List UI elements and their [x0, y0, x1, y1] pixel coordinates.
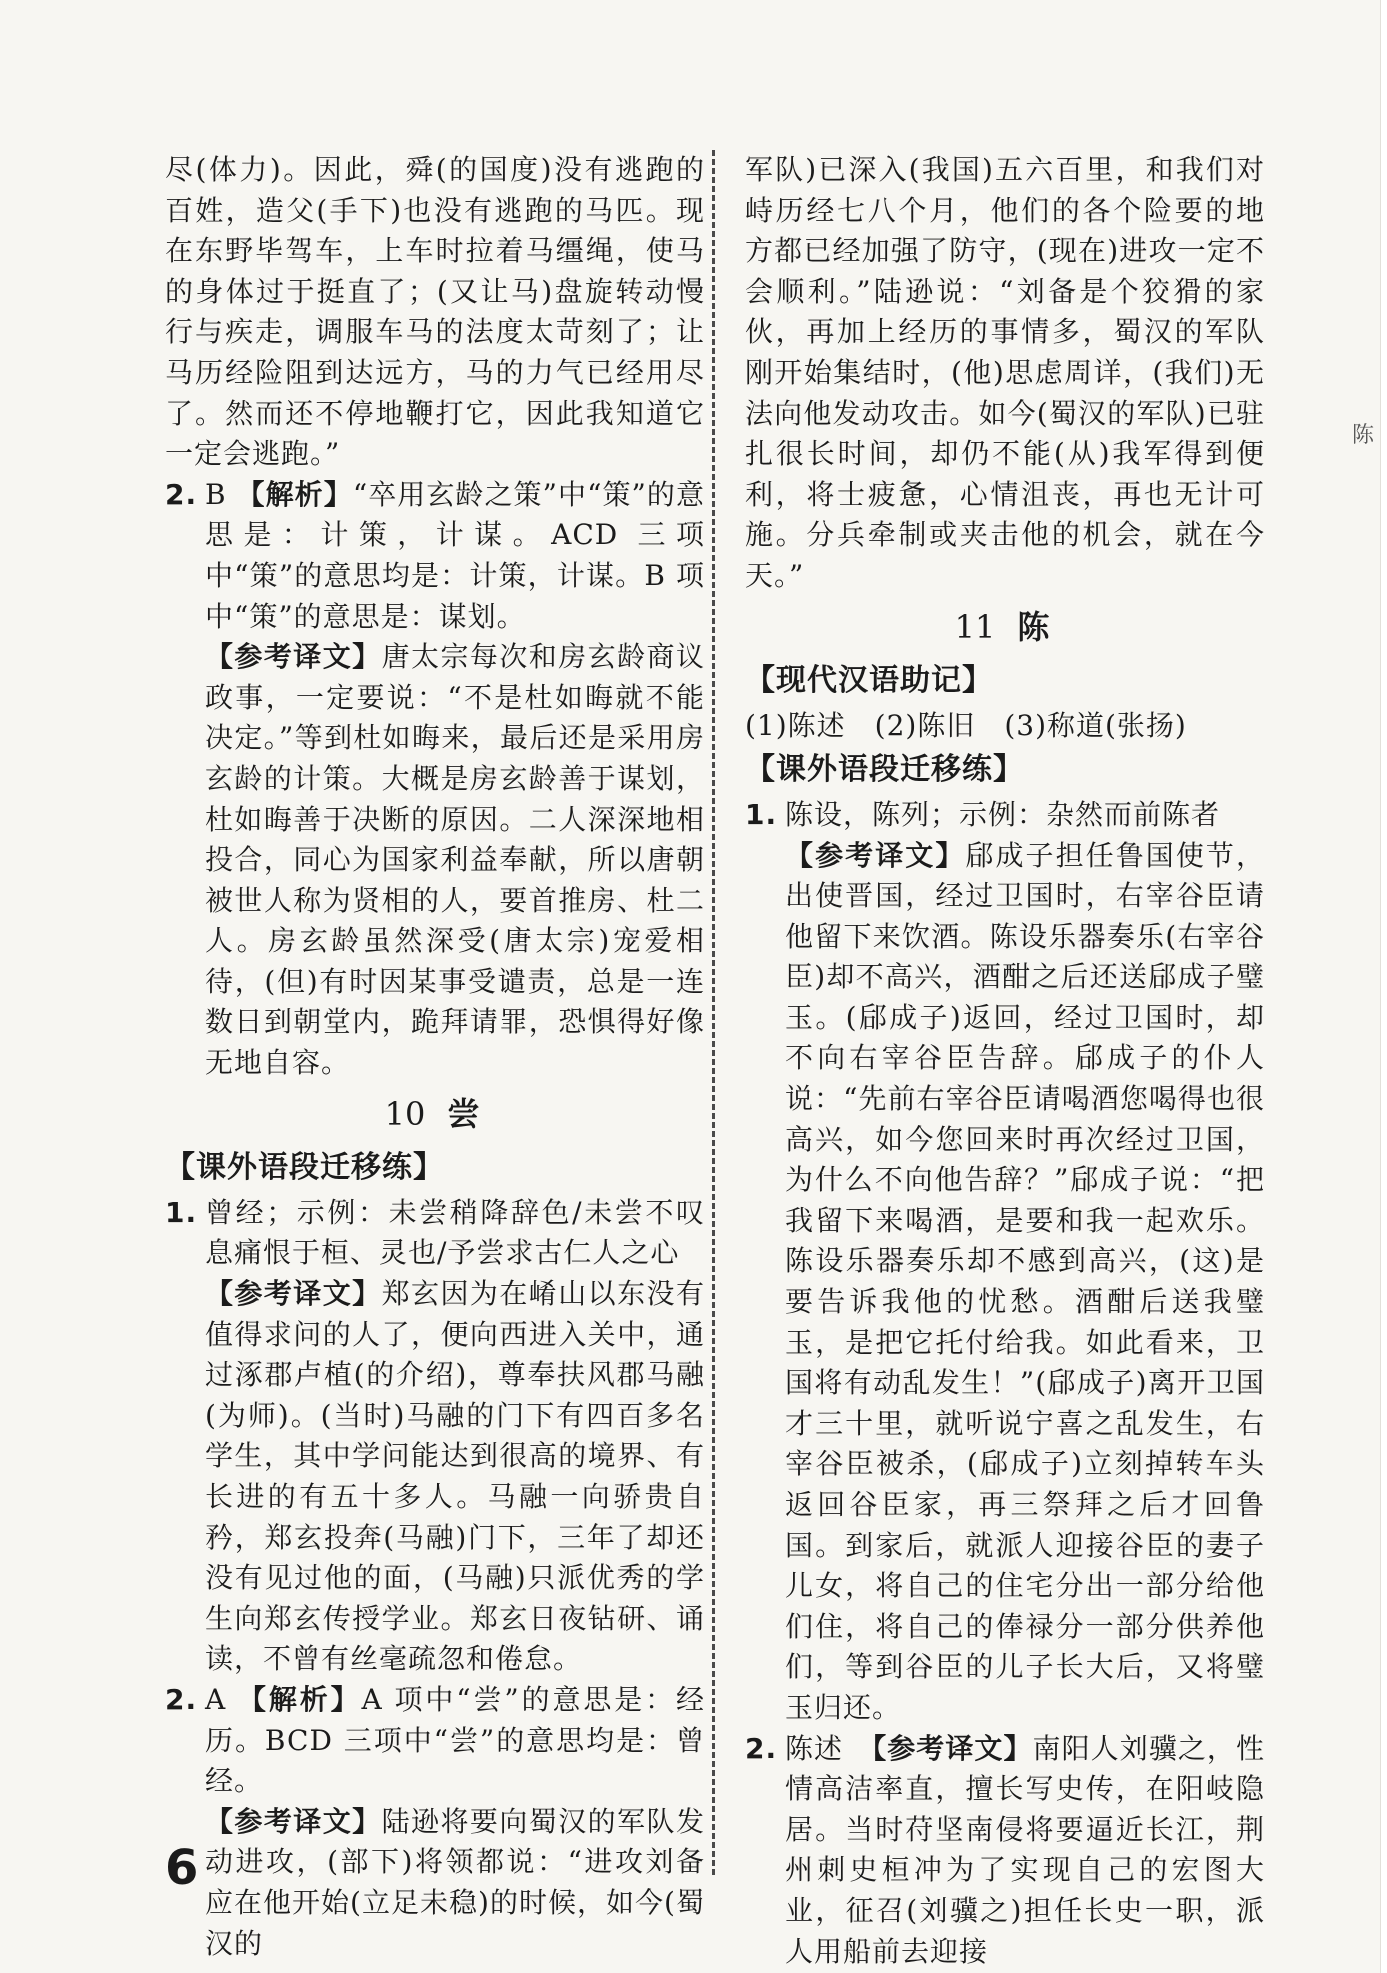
- answer-text: 陈设，陈列；示例：杂然而前陈者: [785, 797, 1221, 831]
- question-2-answer: [165, 475, 705, 637]
- lesson11-question-2: [745, 1729, 1265, 1973]
- section-heading: 【课外语段迁移练】: [165, 1150, 444, 1186]
- right-column: [745, 150, 1265, 1972]
- reference-text: 郈成子担任鲁国使节，出使晋国，经过卫国时，右宰谷臣请他留下来饮酒。陈设乐器奏乐(右宰谷臣)却不高兴，酒酣之后还送郈成子璧玉。(郈成子)返回，经过卫国时，却不向右宰谷臣告辞。郈成子的仆人说：“先前右宰谷臣请喝酒您喝得也很高兴，如今您回来时再次经过卫国，为什么不向他告辞？”郈成子说：“把我留下来喝酒，是要和我一起欢乐。陈设乐器奏乐却不感到高兴，(这)是要告诉我他的忧愁。酒酣后送我璧玉，是把它托付给我。如此看来，卫国将有动乱发生！”(郈成子)离开卫国才三十里，就听说宁喜之乱发生，右宰谷臣被杀，(郈成子)立刻掉转车头返回谷臣家，再三祭拜之后才回鲁国。到家后，就派人迎接谷臣的妻子儿女，将自己的住宅分出一部分给他们住，将自己的俸禄分一部分供养他们，等到谷臣的儿子长大后，又将璧玉归还。: [785, 838, 1265, 1724]
- question-number: 1.: [165, 1195, 198, 1229]
- analysis-text: “卒用玄龄之策”中“策”的意思是：计策，计谋。ACD 三项中“策”的意思均是：计策，计谋。B 项中“策”的意思是：谋划。: [205, 477, 705, 633]
- question-number: 2.: [165, 477, 198, 511]
- left-continuation-text: 尽(体力)。因此，舜(的国度)没有逃跑的百姓，造父(手下)也没有逃跑的马匹。现在东野毕驾车，上车时拉着马缰绳，使马的身体过于挺直了；(又让马)盘旋转动慢行与疾走，调服车马的法度太苛刻了；让马历经险阻到达远方，马的力气已经用尽了。然而还不停地鞭打它，因此我知道它一定会逃跑。”: [165, 153, 705, 471]
- answer-text: 陈述: [785, 1731, 873, 1765]
- right-continuation-text: 军队)已深入(我国)五六百里，和我们对峙历经七八个月，他们的各个险要的地方都已经加强了防守，(现在)进攻一定不会顺利。”陆逊说：“刘备是个狡猾的家伙，再加上经历的事情多，蜀汉的军队刚开始集结时，(他)思虑周详，(我们)无法向他发动攻击。如今(蜀汉的军队)已驻扎很长时间，却仍不能(从)我军得到便利，将士疲惫，心情沮丧，再也无计可施。分兵牵制或夹击他的机会，就在今天。”: [745, 153, 1265, 592]
- lesson-number: 11: [954, 607, 996, 646]
- answer-choice: A: [205, 1682, 239, 1716]
- side-margin-mark: 陈: [1352, 423, 1375, 448]
- reference-text: 郑玄因为在崤山以东没有值得求问的人了，便向西进入关中，通过涿郡卢植(的介绍)，尊奉扶风郡马融(为师)。(当时)马融的门下有四百多名学生，其中学问能达到很高的境界、有长进的有五十多人。马融一向骄贵自矜，郑玄投奔(马融)门下，三年了却还没有见过他的面，(马融)只派优秀的学生向郑玄传授学业。郑玄日夜钻研、诵读，不曾有丝毫疏忽和倦怠。: [205, 1277, 705, 1676]
- reference-translation: [745, 836, 1265, 1729]
- analysis-tag: 【解析】: [236, 477, 353, 511]
- reference-tag: 【参考译文】: [872, 1731, 1033, 1765]
- lesson10-question-2: [165, 1680, 705, 1802]
- lesson-character: 尝: [447, 1094, 486, 1133]
- reference-tag: 【参考译文】: [205, 1804, 382, 1838]
- question-number: 1.: [745, 797, 778, 831]
- lesson-character: 陈: [1017, 607, 1056, 646]
- section-heading: 【课外语段迁移练】: [745, 752, 1024, 788]
- question-number: 2.: [165, 1682, 198, 1716]
- answer-text: 曾经；示例：未尝稍降辞色/未尝不叹息痛恨于桓、灵也/予尝求古仁人之心: [205, 1195, 705, 1270]
- analysis-text: A 项中“尝”的意思是：经历。BCD 三项中“尝”的意思均是：曾经。: [205, 1682, 705, 1798]
- left-column: [165, 150, 705, 1964]
- reference-text: 陆逊将要向蜀汉的军队发动进攻，(部下)将领都说：“进攻刘备应在他开始(立足未稳)的时候，如今(蜀汉的: [205, 1804, 705, 1960]
- lesson11-question-1: [745, 795, 1265, 836]
- analysis-tag: 【解析】: [238, 1682, 362, 1716]
- lesson10-question-1: [165, 1193, 705, 1274]
- reference-translation: [165, 1802, 705, 1964]
- page-number: 6: [165, 1840, 199, 1896]
- reference-translation: [165, 1274, 705, 1680]
- reference-tag: 【参考译文】: [205, 640, 382, 674]
- lesson-10-title: [165, 1094, 705, 1135]
- column-divider: [712, 150, 715, 1875]
- lesson-number: 10: [384, 1094, 426, 1133]
- reference-tag: 【参考译文】: [205, 1277, 382, 1311]
- reference-text: 唐太宗每次和房玄龄商议政事，一定要说：“不是杜如晦就不能决定。”等到杜如晦来，最后还是采用房玄龄的计策。大概是房玄龄善于谋划，杜如晦善于决断的原因。二人深深地相投合，同心为国家利益奉献，所以唐朝被世人称为贤相的人，要首推房、杜二人。房玄龄虽然深受(唐太宗)宠爱相待，(但)有时因某事受谴责，总是一连数日到朝堂内，跪拜请罪，恐惧得好像无地自容。: [205, 640, 705, 1080]
- page-edge: [1380, 0, 1387, 1973]
- reference-translation: [165, 637, 705, 1084]
- question-number: 2.: [745, 1731, 778, 1765]
- lesson-11-title: [745, 607, 1265, 648]
- modern-chinese-heading: 【现代汉语助记】: [745, 663, 993, 699]
- reference-tag: 【参考译文】: [785, 838, 966, 872]
- reference-text: 南阳人刘骥之，性情高洁率直，擅长写史传，在阳岐隐居。当时苻坚南侵将要逼近长江，荆州刺史桓冲为了实现自己的宏图大业，征召(刘骥之)担任长史一职，派人用船前去迎接: [785, 1731, 1265, 1968]
- modern-chinese-answers: (1)陈述 (2)陈旧 (3)称道(张扬): [745, 708, 1187, 742]
- answer-choice: B: [205, 477, 237, 511]
